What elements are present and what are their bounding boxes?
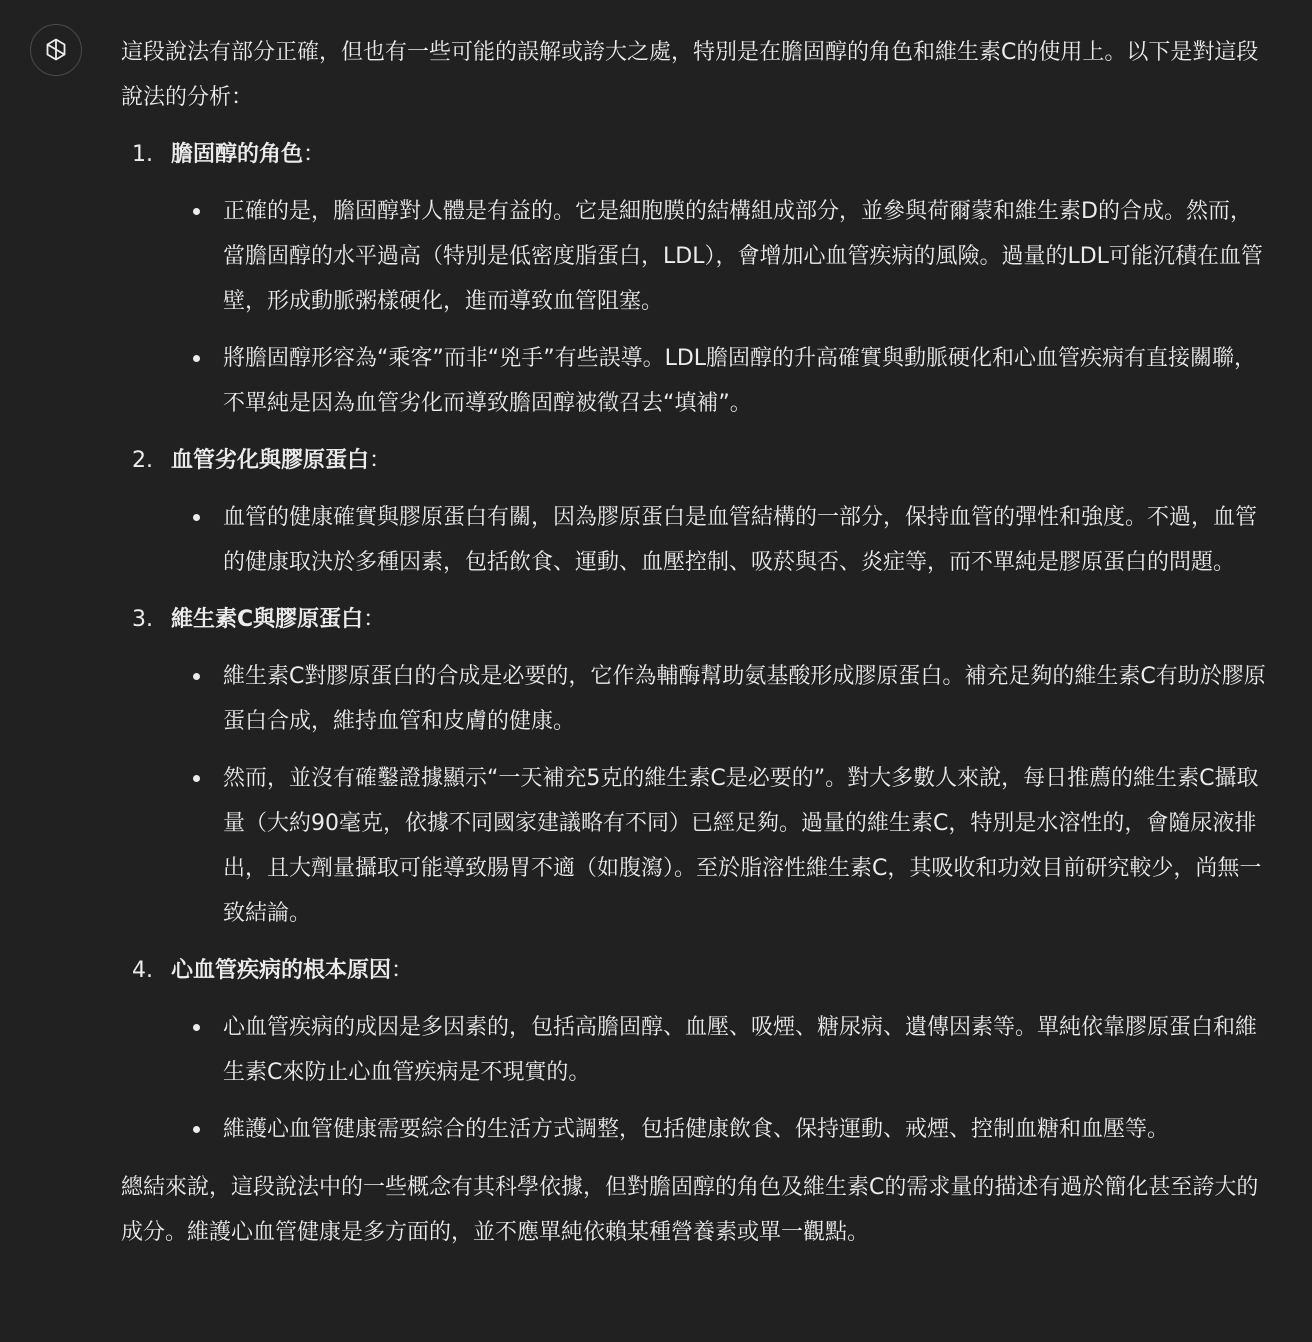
bullet-list <box>121 654 1271 936</box>
bullet-dot <box>193 208 200 215</box>
section-title: 心血管疾病的根本原因 <box>171 958 392 983</box>
openai-logo-icon <box>41 35 71 65</box>
section-heading <box>121 132 1271 177</box>
bullet-text: 正確的是，膽固醇對人體是有益的。它是細胞膜的結構組成部分，並參與荷爾蒙和維生素D的合成。然而，當膽固醇的水平過高（特別是低密度脂蛋白，LDL），會增加心血管疾病的風險。過量的LDL可能沉積在血管壁，形成動脈粥樣硬化，進而導致血管阻塞。 <box>223 199 1263 314</box>
list-item <box>121 189 1271 324</box>
section-number: 3. <box>132 607 153 632</box>
section-number: 4. <box>132 958 153 983</box>
bullet-dot <box>193 775 200 782</box>
section-title: 維生素C與膠原蛋白 <box>171 607 364 632</box>
section-colon: ： <box>303 142 326 167</box>
bullet-text: 血管的健康確實與膠原蛋白有關，因為膠原蛋白是血管結構的一部分，保持血管的彈性和強度。不過，血管的健康取決於多種因素，包括飲食、運動、血壓控制、吸菸與否、炎症等，而不單純是膠原蛋白的問題。 <box>223 505 1258 575</box>
section-colon: ： <box>391 958 414 983</box>
bullet-list <box>121 495 1271 585</box>
list-item <box>121 336 1271 426</box>
section-heading <box>121 438 1271 483</box>
bullet-dot <box>193 514 200 521</box>
section-number: 2. <box>132 448 153 473</box>
assistant-avatar <box>30 24 82 76</box>
bullet-dot <box>193 1024 200 1031</box>
bullet-text: 心血管疾病的成因是多因素的，包括高膽固醇、血壓、吸煙、糖尿病、遺傳因素等。單純依靠膠原蛋白和維生素C來防止心血管疾病是不現實的。 <box>223 1015 1258 1085</box>
section-2 <box>121 438 1271 585</box>
section-3 <box>121 597 1271 936</box>
bullet-text: 維生素C對膠原蛋白的合成是必要的，它作為輔酶幫助氨基酸形成膠原蛋白。補充足夠的維生素C有助於膠原蛋白合成，維持血管和皮膚的健康。 <box>223 664 1266 734</box>
bullet-list <box>121 189 1271 426</box>
bullet-dot <box>193 1126 200 1133</box>
bullet-dot <box>193 673 200 680</box>
assistant-message <box>121 30 1271 1255</box>
section-colon: ： <box>369 448 392 473</box>
list-item <box>121 495 1271 585</box>
list-item <box>121 756 1271 936</box>
list-item <box>121 1107 1271 1152</box>
bullet-text: 將膽固醇形容為“乘客”而非“兇手”有些誤導。LDL膽固醇的升高確實與動脈硬化和心血管疾病有直接關聯，不單純是因為血管劣化而導致膽固醇被徵召去“填補”。 <box>223 346 1257 416</box>
section-4 <box>121 948 1271 1152</box>
bullet-text: 維護心血管健康需要綜合的生活方式調整，包括健康飲食、保持運動、戒煙、控制血糖和血壓等。 <box>223 1117 1170 1142</box>
section-heading <box>121 597 1271 642</box>
section-title: 血管劣化與膠原蛋白 <box>171 448 370 473</box>
section-1 <box>121 132 1271 426</box>
intro-paragraph: 這段說法有部分正確，但也有一些可能的誤解或誇大之處，特別是在膽固醇的角色和維生素C的使用上。以下是對這段說法的分析： <box>121 40 1259 110</box>
section-number: 1. <box>132 142 153 167</box>
section-title: 膽固醇的角色 <box>171 142 304 167</box>
bullet-text: 然而，並沒有確鑿證據顯示“一天補充5克的維生素C是必要的”。對大多數人來說，每日推薦的維生素C攝取量（大約90毫克，依據不同國家建議略有不同）已經足夠。過量的維生素C，特別是水溶性的，會隨尿液排出，且大劑量攝取可能導致腸胃不適（如腹瀉）。至於脂溶性維生素C，其吸收和功效目前研究較少，尚無一致結論。 <box>223 766 1262 926</box>
list-item <box>121 1005 1271 1095</box>
section-heading <box>121 948 1271 993</box>
section-colon: ： <box>363 607 386 632</box>
bullet-dot <box>193 355 200 362</box>
summary-paragraph: 總結來說，這段說法中的一些概念有其科學依據，但對膽固醇的角色及維生素C的需求量的描述有過於簡化甚至誇大的成分。維護心血管健康是多方面的，並不應單純依賴某種營養素或單一觀點。 <box>121 1175 1259 1245</box>
list-item <box>121 654 1271 744</box>
bullet-list <box>121 1005 1271 1152</box>
